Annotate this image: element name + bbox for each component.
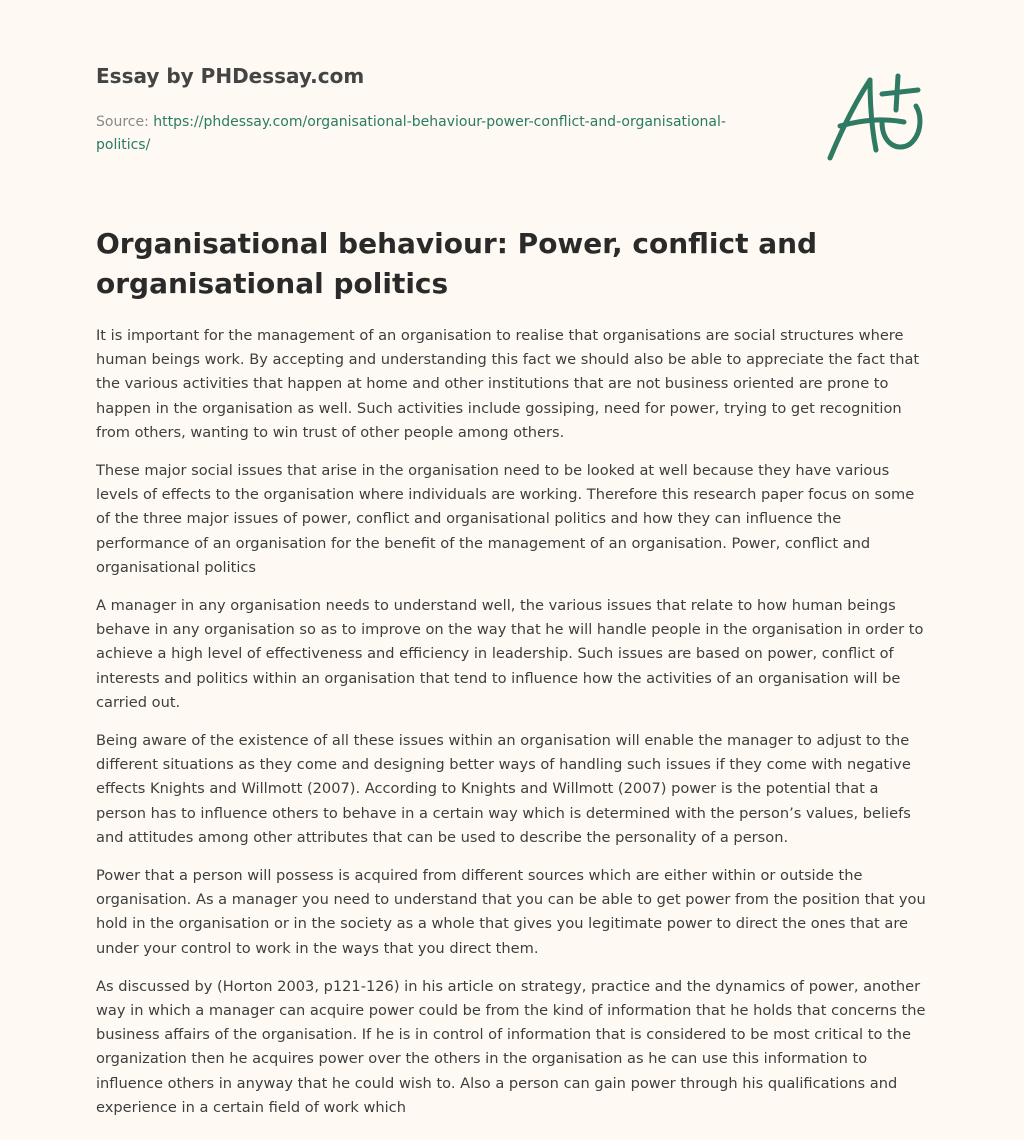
a-plus-logo-icon (818, 64, 934, 164)
essay-paragraph: Power that a person will possess is acquired from different sources which are either within or outside the organisation. As a manager you need to understand that you can be able to get power from the position that you hold in the organisation or in the society as a whole that gives you legitimate power to direct the ones that are under your control to work in the ways that you direct them. (96, 867, 926, 957)
essay-paragraph: It is important for the management of an organisation to realise that organisations are social structures where human beings work. By accepting and understanding this fact we should also be able to appreciate the fact that the various activities that happen at home and other institutions that are not business oriented are prone to happen in the organisation as well. Such activities include gossiping, need for power, trying to get recognition from others, wanting to win trust of other people among others. (96, 327, 920, 441)
essay-title: Organisational behaviour: Power, conflict and organisational politics (96, 227, 818, 300)
site-brand: Essay by PHDessay.com (96, 64, 365, 88)
source-line (96, 111, 736, 157)
essay-paragraph: These major social issues that arise in the organisation need to be looked at well because they have various levels of effects to the organisation where individuals are working. Therefore this research paper focus on some of the three major issues of power, conflict and organisational politics and how they can influence the performance of an organisation for the benefit of the management of an organisation. Power, conflict and organisational politics (96, 462, 915, 576)
essay-body (96, 324, 930, 1134)
essay-paragraph: Being aware of the existence of all these issues within an organisation will enable the manager to adjust to the different situations as they come and designing better ways of handling such issues if they come with negative effects Knights and Willmott (2007). According to Knights and Willmott (2007) power is the potential that a person has to influence others to behave in a certain way which is determined with the person’s values, beliefs and attitudes among other attributes that can be used to describe the personality of a person. (96, 732, 911, 846)
source-link[interactable]: https://phdessay.com/organisational-behaviour-power-conflict-and-organisational-politics/ (96, 114, 726, 153)
essay-paragraph: As discussed by (Horton 2003, p121-126) in his article on strategy, practice and the dynamics of power, another way in which a manager can acquire power could be from the kind of information that he holds that concerns the business affairs of the organisation. If he is in control of information that is considered to be most critical to the organization then he acquires power over the others in the organisation as he can use this information to influence others in anyway that he could wish to. Also a person can gain power through his qualifications and experience in a certain field of work which (96, 977, 926, 1116)
source-label: Source: (96, 114, 149, 130)
essay-paragraph: A manager in any organisation needs to understand well, the various issues that relate to how human beings behave in any organisation so as to improve on the way that he will handle people in the organisation in order to achieve a high level of effectiveness and efficiency in leadership. Such issues are based on power, conflict of interests and politics within an organisation that tend to influence how the activities of an organisation will be carried out. (96, 597, 924, 711)
